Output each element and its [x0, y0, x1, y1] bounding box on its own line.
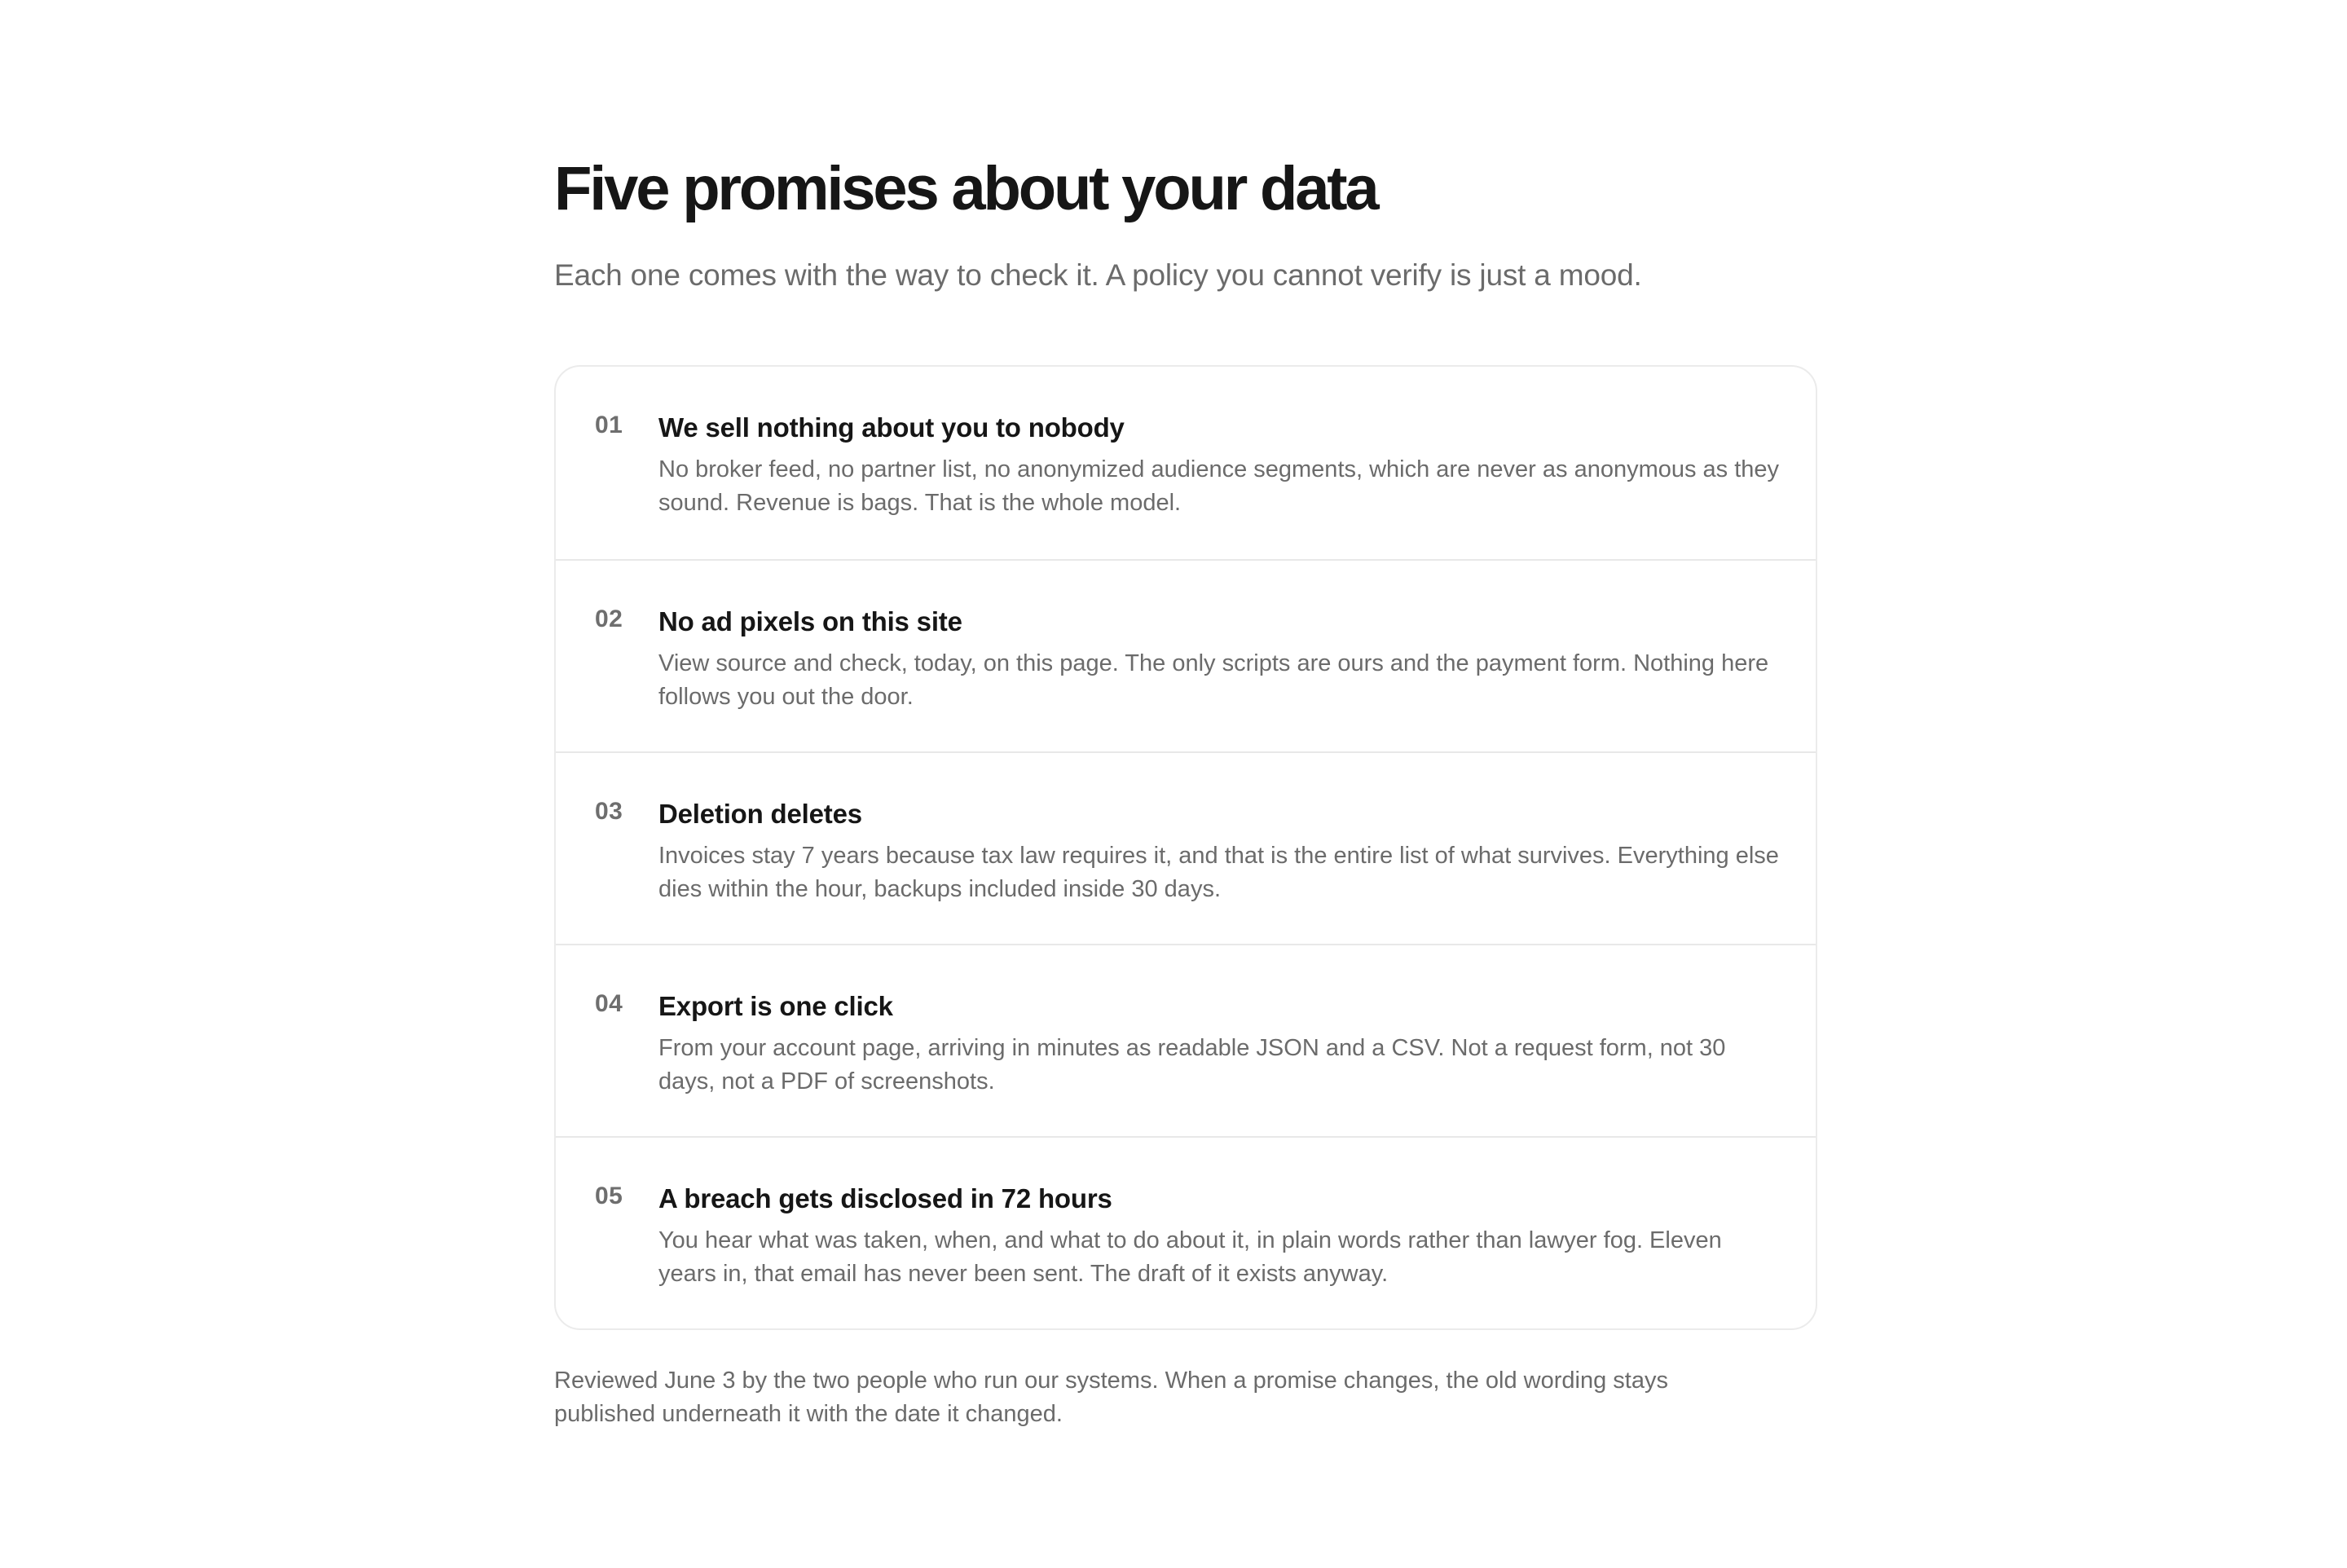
promise-text: No broker feed, no partner list, no anonymized audience segments, which are never as anonymous as they sound. Revenue is bags. That is the whole model. [658, 456, 1780, 516]
promise-item [556, 944, 1816, 1136]
promise-body [658, 1182, 1783, 1291]
promise-body [658, 605, 1783, 714]
promise-number: 01 [595, 412, 623, 438]
review-note: Reviewed June 3 by the two people who run our systems. When a promise changes, the old wording stays published underneath it with the date it changed. [554, 1368, 1668, 1427]
page-title: Five promises about your data [554, 154, 1377, 223]
promise-text: Invoices stay 7 years because tax law requires it, and that is the entire list of what survives. Everything else dies within the hour, backups included inside 30 days. [658, 843, 1779, 902]
promise-title: We sell nothing about you to nobody [658, 412, 1125, 443]
page-subtitle: Each one comes with the way to check it. A policy you cannot verify is just a mood. [554, 258, 1642, 292]
promise-title: No ad pixels on this site [658, 606, 962, 636]
promise-item [556, 751, 1816, 944]
promise-body [658, 797, 1783, 906]
promise-body [658, 989, 1783, 1099]
promise-text: From your account page, arriving in minutes as readable JSON and a CSV. Not a request form, not 30 days, not a PDF of screenshots. [658, 1035, 1726, 1095]
promise-list [554, 365, 1817, 1330]
promise-item [556, 1136, 1816, 1328]
promise-body [658, 411, 1783, 520]
promise-title: Export is one click [658, 991, 893, 1021]
promise-item [556, 367, 1816, 559]
promise-title: Deletion deletes [658, 799, 862, 829]
promise-number: 03 [595, 798, 623, 825]
promise-number: 05 [595, 1183, 623, 1209]
main-content [554, 152, 1819, 1431]
promise-text: View source and check, today, on this page. The only scripts are ours and the payment form. Nothing here follows you out the door. [658, 650, 1769, 710]
promise-title: A breach gets disclosed in 72 hours [658, 1183, 1112, 1213]
promise-number: 02 [595, 606, 623, 632]
promise-item [556, 559, 1816, 751]
promise-text: You hear what was taken, when, and what to do about it, in plain words rather than lawyer fog. Eleven years in, that email has never been sent. The draft of it exists anyway. [658, 1227, 1722, 1287]
promise-number: 04 [595, 990, 623, 1017]
